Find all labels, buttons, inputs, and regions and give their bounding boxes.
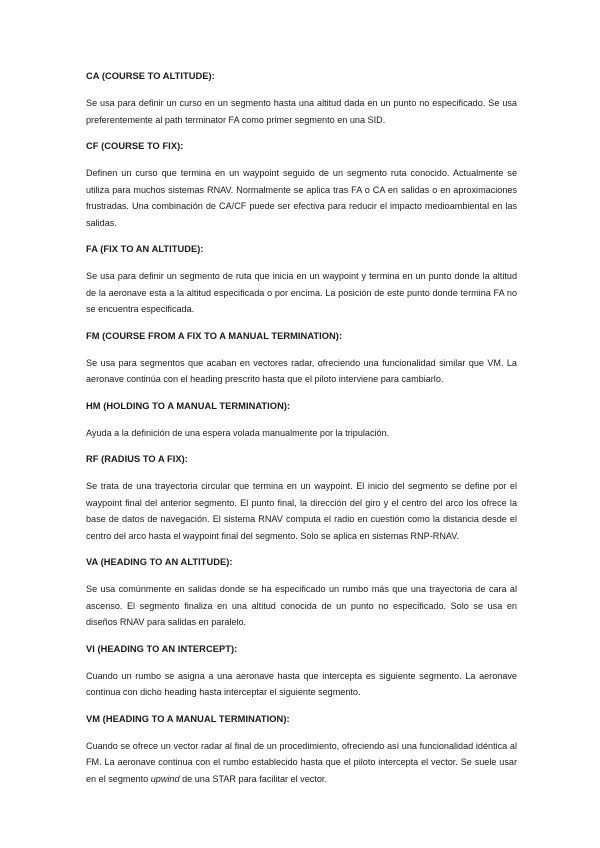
- section-rf: [86, 453, 517, 544]
- section-body: Se usa para definir un segmento de ruta que inicia en un waypoint y termina en un punto donde la altitud de la aeronave esta a la altitud especificada o por encima. La posición de este punto donde termina FA no se encuentra especificada.: [86, 271, 517, 314]
- section-body: Cuando un rumbo se asigna a una aeronave hasta que intercepta es siguiente segmento. La aeronave continua con dicho heading hasta interceptar el siguiente segmento.: [86, 670, 517, 697]
- section-heading: RF (RADIUS TO A FIX):: [86, 454, 188, 464]
- section-body: Se trata de una trayectoria circular que termina en un waypoint. El inicio del segmento se define por el waypoint final del anterior segmento. El punto final, la dirección del giro y el centro del arco los ofrece la base de datos de navegación. El sistema RNAV computa el radio en cuestión como la distancia desde el centro del arco hasta el waypoint final del segmento. Solo se aplica en sistemas RNP-RNAV.: [86, 481, 517, 541]
- section-vi: [86, 643, 517, 701]
- section-heading: VA (HEADING TO AN ALTITUDE):: [86, 557, 233, 567]
- section-heading: VI (HEADING TO AN INTERCEPT):: [86, 643, 238, 654]
- section-heading: FM (COURSE FROM A FIX TO A MANUAL TERMINATION):: [86, 330, 343, 341]
- section-fm: [86, 330, 517, 388]
- section-body: [86, 738, 517, 788]
- body-italic-term: upwind: [150, 773, 180, 784]
- body-text: de una STAR para facilitar el vector.: [179, 773, 327, 784]
- section-body: Ayuda a la definición de una espera volada manualmente por la tripulación.: [86, 427, 390, 438]
- section-ca: [86, 70, 517, 128]
- section-cf: [86, 140, 517, 231]
- section-fa: [86, 243, 517, 318]
- section-heading: CA (COURSE TO ALTITUDE):: [86, 71, 215, 81]
- section-body: Definen un curso que termina en un waypoint seguido de un segmento ruta conocido. Actualmente se utiliza para muchos sistemas RNAV. Normalmente se aplica tras FA o CA en salidas o en aproximaciones frustradas. Una combinación de CA/CF puede ser efectiva para reducir el impacto medioambiental en las salidas.: [86, 168, 517, 228]
- section-va: [86, 556, 517, 631]
- section-body: Se usa comúnmente en salidas donde se ha especificado un rumbo más que una trayectoria de cara al ascenso. El segmento finaliza en una altitud conocida de un punto no especificado. Solo se usa en diseños RNAV para salidas en paralelo.: [86, 584, 517, 627]
- section-heading: FA (FIX TO AN ALTITUDE):: [86, 244, 204, 254]
- section-vm: [86, 713, 517, 788]
- section-heading: VM (HEADING TO A MANUAL TERMINATION):: [86, 713, 290, 724]
- section-body: Se usa para segmentos que acaban en vectores radar, ofreciendo una funcionalidad similar que VM. La aeronave continúa con el heading prescrito hasta que el piloto interviene para cambiarlo.: [86, 357, 517, 384]
- section-heading: HM (HOLDING TO A MANUAL TERMINATION):: [86, 400, 291, 411]
- section-heading: CF (COURSE TO FIX):: [86, 141, 184, 151]
- section-body: Se usa para definir un curso en un segmento hasta una altitud dada en un punto no especificado. Se usa preferentemente al path terminator FA como primer segmento en una SID.: [86, 98, 517, 125]
- section-hm: [86, 400, 517, 442]
- body-text: Cuando se ofrece un vector radar al final de un procedimiento, ofreciendo así una funcionalidad idéntica al FM. La aeronave continua con el rumbo establecido hasta que el piloto intercepta el vector. Se suele usar en el segmento: [86, 740, 517, 784]
